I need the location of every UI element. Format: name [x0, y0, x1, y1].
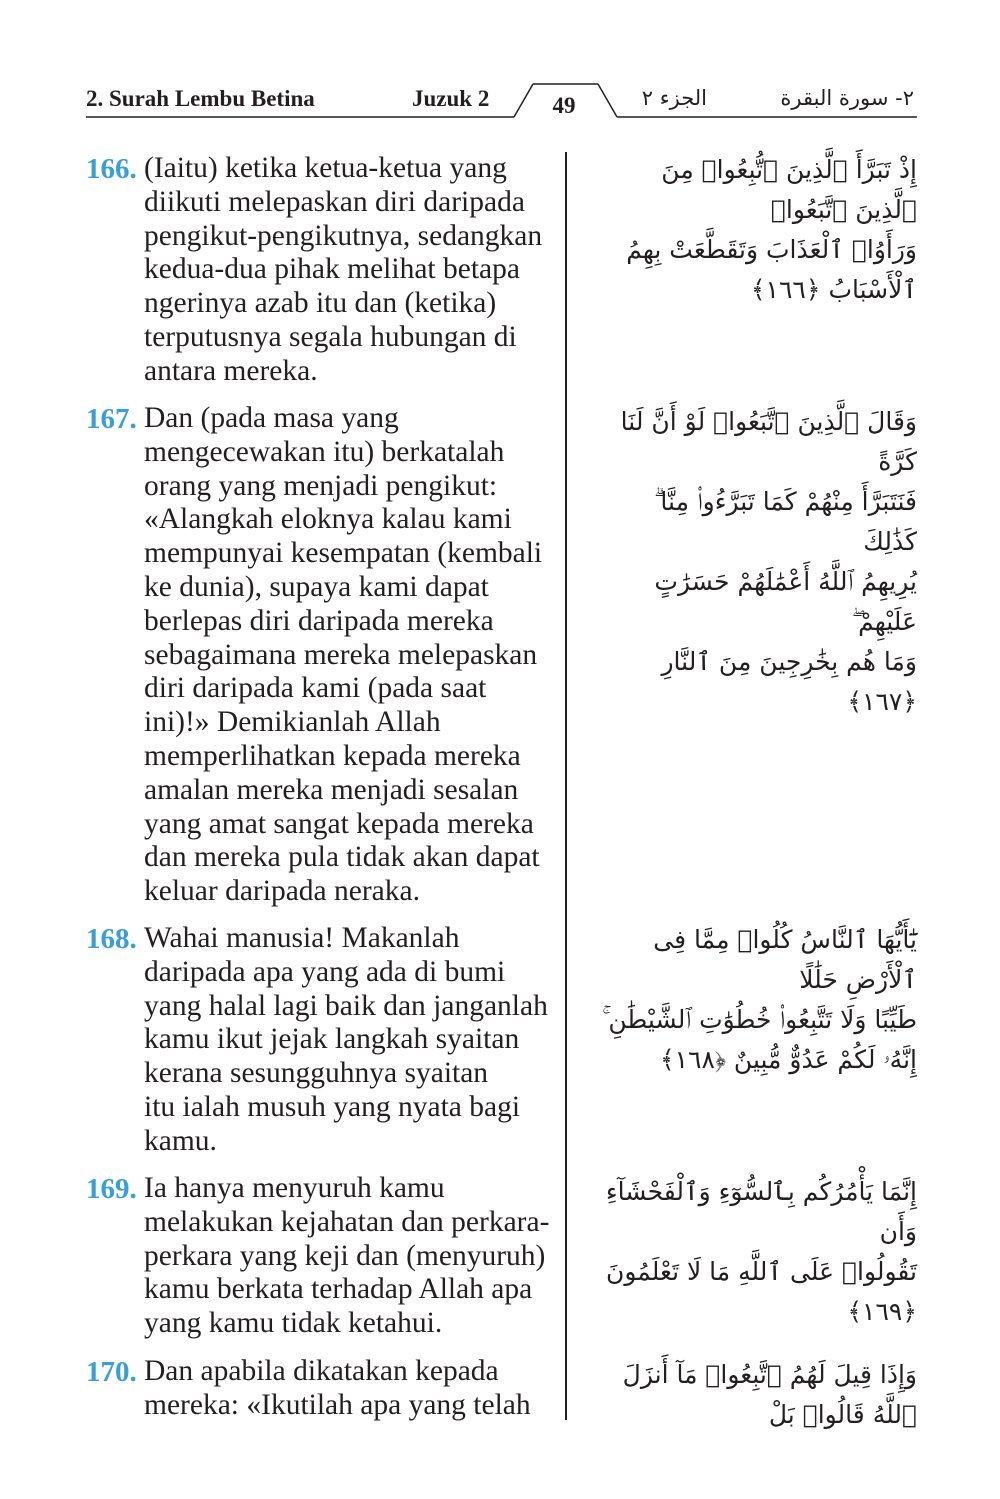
verse-arabic-169: إِنَّمَا يَأْمُرُكُم بِٱلسُّوٓءِ وَٱلْفَحْشَآءِ وَأَن تَقُولُوا۟ عَلَى ٱللَّهِ مَا لَا تَعْلَمُونَ ﴿١٦٩﴾	[605, 1177, 917, 1326]
juzuk-label-arabic: الجزء ٢	[641, 86, 707, 110]
verse-number: 168.	[86, 923, 137, 955]
verse-number: 167.	[86, 403, 137, 435]
verse-arabic-168: يَٰٓأَيُّهَا ٱلنَّاسُ كُلُوا۟ مِمَّا فِى ٱلْأَرْضِ حَلَٰلًا طَيِّبًا وَلَا تَتَّبِعُوا۟ خُطُوَٰتِ ٱلشَّيْطَٰنِ ۚ إِنَّهُۥ لَكُمْ عَدُوٌّ مُّبِينٌ ﴿١٦٨﴾	[602, 925, 917, 1074]
verse-arabic-167: وَقَالَ ٱلَّذِينَ ٱتَّبَعُوا۟ لَوْ أَنَّ لَنَا كَرَّةً فَنَتَبَرَّأَ مِنْهُمْ كَمَا تَبَرَّءُوا۟ مِنَّا ۗ كَذَٰلِكَ يُرِيهِمُ ٱللَّهُ أَعْمَٰلَهُمْ حَسَرَٰتٍ عَلَيْهِمْ ۖ وَمَا هُم بِخَٰرِجِينَ مِنَ ٱلنَّارِ ﴿١٦٧﴾	[620, 407, 917, 716]
verse-arabic-170: وَإِذَا قِيلَ لَهُمُ ٱتَّبِعُوا۟ مَآ أَنزَلَ ٱللَّهُ قَالُوا۟ بَلْ	[622, 1360, 917, 1429]
page-number: 49	[552, 93, 576, 118]
verse-text: Wahai manusia! Makanlah daripada apa yang ada di bumi yang halal lagi baik dan janganlah kamu ikut jejak langkah syaitan kerana sesungguhnya syaitan itu ialah musuh yang nyata bagi kamu.	[144, 922, 548, 1157]
surah-title-latin: 2. Surah Lembu Betina	[86, 86, 315, 111]
verse-translation-167	[86, 402, 561, 909]
page-header	[0, 0, 1000, 140]
verse-text: Dan (pada masa yang mengecewakan itu) berkatalah orang yang menjadi pengikut: «Alangkah eloknya kalau kami mempunyai kesempatan (kembali ke dunia), supaya kami dapat berlepas diri daripada mereka sebagaimana mereka melepaskan diri daripada kami (pada saat ini)!» Demikianlah Allah memperlihatkan kepada mereka amalan mereka menjadi sesalan yang amat sangat kepada mereka dan mereka pula tidak akan dapat keluar daripada neraka.	[144, 402, 543, 908]
column-divider	[565, 152, 567, 1420]
verse-translation-169	[86, 1172, 561, 1341]
verse-number: 166.	[86, 153, 137, 185]
surah-title-arabic: ٢- سورة البقرة	[780, 86, 914, 110]
juzuk-label-latin: Juzuk 2	[412, 86, 490, 111]
verse-number: 169.	[86, 1173, 137, 1205]
verse-text: Dan apabila dikatakan kepada mereka: «Ikutilah apa yang telah	[144, 1355, 531, 1421]
verse-translation-168	[86, 922, 561, 1159]
verse-translation-166	[86, 152, 561, 389]
header-rule	[0, 0, 1000, 140]
verse-translation-170	[86, 1355, 561, 1423]
verse-text: (Iaitu) ketika ketua-ketua yang diikuti melepaskan diri daripada pengikut-pengikutnya, sedangkan kedua-dua pihak melihat betapa ngerinya azab itu dan (ketika) terputusnya segala hubungan di antara mereka.	[144, 152, 543, 387]
verse-number: 170.	[86, 1356, 137, 1388]
verse-text: Ia hanya menyuruh kamu melakukan kejahatan dan perkara- perkara yang keji dan (menyuruh) kamu berkata terhadap Allah apa yang kamu tidak ketahui.	[144, 1172, 550, 1340]
verse-arabic-166: إِذْ تَبَرَّأَ ٱلَّذِينَ ٱتُّبِعُوا۟ مِنَ ٱلَّذِينَ ٱتَّبَعُوا۟ وَرَأَوُا۟ ٱلْعَذَابَ وَتَقَطَّعَتْ بِهِمُ ٱلْأَسْبَابُ ﴿١٦٦﴾	[626, 155, 917, 304]
